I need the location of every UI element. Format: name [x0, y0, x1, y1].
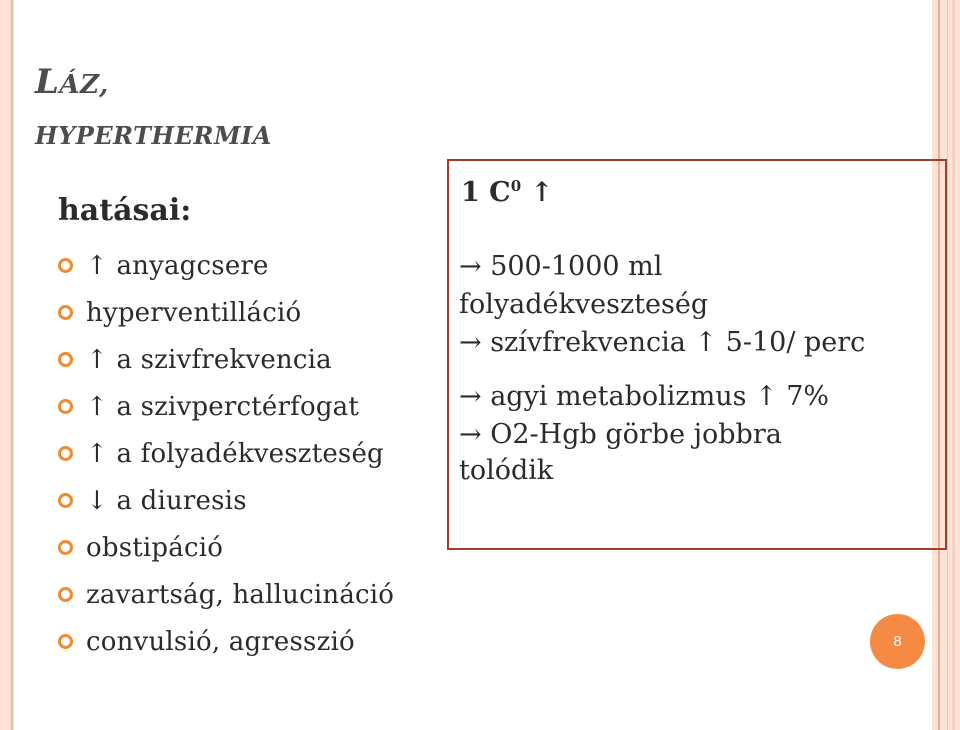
bullet-circle-icon [58, 634, 73, 649]
box-line: → szívfrekvencia ↑ 5-10/ perc [459, 327, 866, 358]
list-item [58, 430, 394, 477]
box-line: → O2-Hgb görbe jobbra [459, 419, 782, 450]
list-item [58, 289, 394, 336]
list-item [58, 477, 394, 524]
page-number-badge: 8 [870, 614, 925, 669]
box-line: folyadékveszteség [459, 289, 709, 320]
bullet-circle-icon [58, 399, 73, 414]
bullet-circle-icon [58, 446, 73, 461]
up-arrow-icon: ↑ [530, 177, 554, 208]
slide-title [35, 62, 272, 151]
box-heading-superscript: 0 [510, 177, 522, 195]
list-item-text: ↑ a szivperctérfogat [86, 391, 360, 422]
temperature-effects-box [447, 159, 947, 550]
list-item-text: zavartság, hallucináció [86, 579, 395, 610]
bullet-circle-icon [58, 258, 73, 273]
list-item-text: obstipáció [86, 532, 224, 563]
list-item [58, 524, 394, 571]
list-item-text: ↑ anyagcsere [86, 250, 269, 281]
list-item [58, 242, 394, 289]
left-edge-line [11, 0, 13, 730]
bullet-circle-icon [58, 352, 73, 367]
box-line: → agyi metabolizmus ↑ 7% [459, 381, 830, 412]
list-item-text: ↓ a diuresis [86, 485, 247, 516]
box-heading [461, 169, 935, 210]
list-item [58, 618, 394, 665]
box-heading-main: 1 C [461, 177, 511, 208]
list-item-text: ↑ a folyadékveszteség [86, 438, 384, 469]
list-item-text: convulsió, agresszió [86, 626, 355, 657]
section-heading: hatásai: [58, 193, 192, 228]
title-line-2: HYPERTHERMIA [35, 121, 272, 150]
list-item [58, 571, 394, 618]
box-line: → 500-1000 ml [459, 251, 663, 282]
right-edge-line [947, 0, 948, 730]
list-item-text: hyperventilláció [86, 297, 302, 328]
bullet-circle-icon [58, 493, 73, 508]
title-line-1 [35, 62, 272, 105]
title-rest: ÁZ, [59, 70, 109, 100]
title-initial: L [35, 62, 60, 102]
bullet-circle-icon [58, 540, 73, 555]
effects-list [58, 242, 394, 665]
bullet-circle-icon [58, 305, 73, 320]
right-edge-line [952, 0, 955, 730]
bullet-circle-icon [58, 587, 73, 602]
list-item [58, 336, 394, 383]
box-line: tolódik [459, 455, 554, 486]
list-item-text: ↑ a szivfrekvencia [86, 344, 332, 375]
list-item [58, 383, 394, 430]
